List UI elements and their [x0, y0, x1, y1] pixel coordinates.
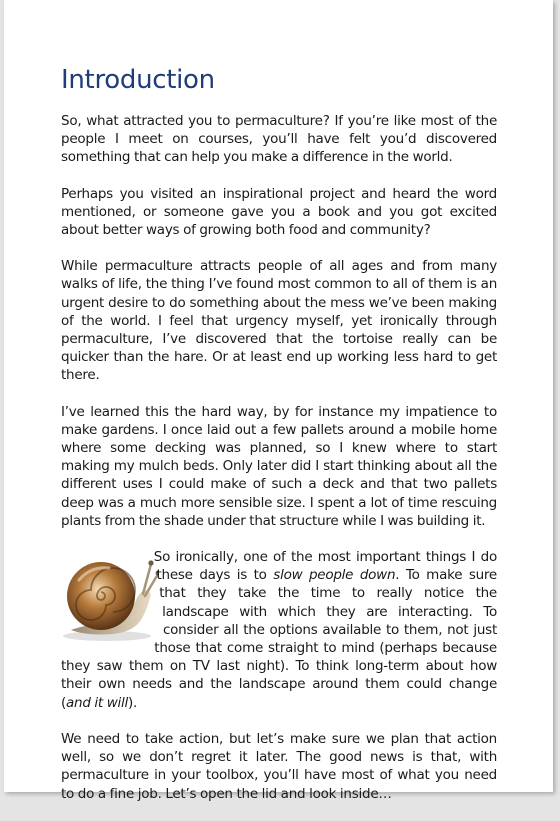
paragraph-6: We need to take action, but let’s make sure we plan that action well, so we don’t regret it later. The good news is that, with permaculture in your toolbox, you’ll have most of what you need to do a fine job. Let’s open the lid and look inside…	[61, 730, 497, 802]
snail-illustration	[57, 544, 159, 644]
paragraph-5	[61, 548, 497, 712]
snail-paragraph-text-1: So ironically, one of the most important things I do these days is to	[153, 549, 497, 584]
paragraph-4: I’ve learned this the hard way, by for instance my impatience to make gardens. I once laid out a few pallets around a mobile home where some decking was planned, so I knew where to start making my mulch beds. Only later did I start thinking about all the different uses I could make of such a deck and that two pallets deep was a much more sensible size. I spent a lot of time rescuing plants from the shade under that structure while I was building it.	[61, 403, 497, 529]
page-content	[61, 60, 497, 821]
paragraph-3: While permaculture attracts people of all ages and from many walks of life, the thing I’ve found most common to all of them is an urgent desire to do something about the mess we’ve been making of the world. I feel that urgency myself, yet ironically through permaculture, I’ve discovered that the tortoise really can be quicker than the hare. Or at least end up working less hard to get there.	[61, 258, 497, 384]
page-title: Introduction	[61, 65, 215, 95]
snail-paragraph-text-2: . To make sure that they take the time to really notice the landscape with which they are interacting. To consider all the options available to them, not just those that come straight to mind (perhaps because they saw them on TV last night). To think long-term about how their own needs and the landscape around them could change (	[61, 567, 497, 711]
snail-paragraph-emphasis-1: slow people down	[273, 567, 396, 584]
snail-paragraph-text-3: ).	[128, 694, 138, 711]
paragraph-2: Perhaps you visited an inspirational project and heard the word mentioned, or someone gave you a book and you got excited about better ways of growing both food and community?	[61, 185, 497, 239]
paragraph-1: So, what attracted you to permaculture? If you’re like most of the people I meet on courses, you’ll have felt you’d discovered something that can help you make a difference in the world.	[61, 113, 497, 166]
snail-paragraph-emphasis-2: and it will	[66, 694, 128, 711]
book-page	[4, 0, 553, 802]
